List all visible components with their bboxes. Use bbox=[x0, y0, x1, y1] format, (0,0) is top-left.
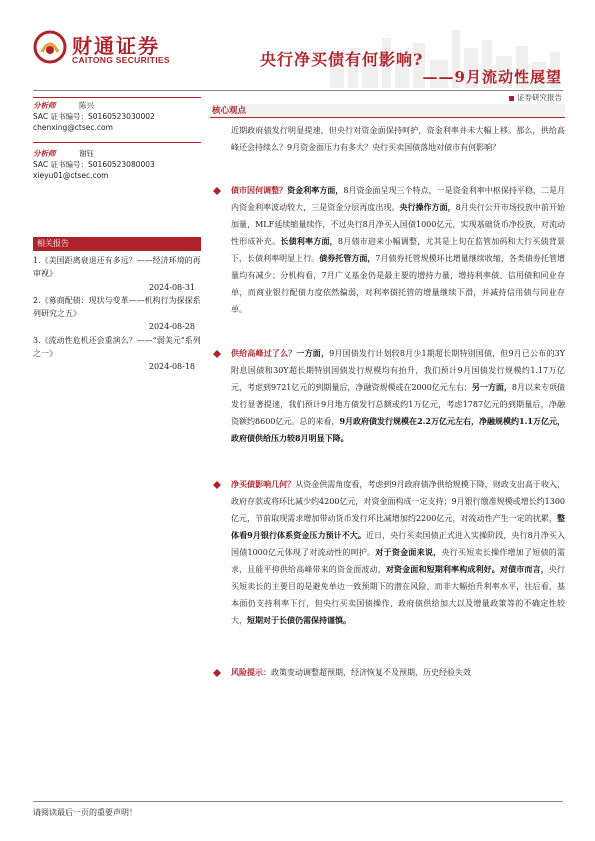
core-intro: 近期政府债发行明显提速，但央行对资金面保持呵护，资金利率并未大幅上移。那么，供给高峰还会持续么？9月资金面压力有多大？央行买卖国债落地对债市有何影响？ bbox=[231, 126, 565, 152]
sub-label: 对于资金面来说， bbox=[375, 547, 442, 557]
related-reports-heading: 相关报告 bbox=[33, 237, 201, 251]
paragraph-text: 8月央行公开市场投放中前开始加量，MLF延续缩量续作，不过央行8月净买入国债1000亿元，实现基础货币净投放，对流动性形成补充。 bbox=[231, 203, 566, 246]
analyst-name: 谢钰 bbox=[79, 149, 94, 158]
sub-label: 对债市而言， bbox=[499, 564, 549, 574]
section-label: 供给高峰过了么？ bbox=[231, 348, 297, 358]
paragraph-text: 央行买短卖长操作增加了短债的需求，且能平抑供给高峰带来的资金面波动， bbox=[231, 548, 566, 574]
paragraph-text: 8月以来专项债发行显著提速，我们预计9月地方债发行总额或约1万亿元，考虑1787亿元的到期量后，净融资额约8600亿元。总的来看， bbox=[231, 383, 566, 426]
logo-text-en: CAITONG SECURITIES bbox=[72, 55, 170, 65]
report-type-text: 证券研究报告 bbox=[517, 93, 562, 102]
analyst-block-1 bbox=[33, 100, 203, 133]
caitong-logo-icon bbox=[33, 30, 67, 64]
paragraph-text: 从资金供需角度看，考虑到9月政府债净供给规模下降，财政支出高于收入，政府存款或将环比减少约4200亿元，对资金面构成一定支持；9月银行缴准规模或增长约1300亿元，节前取现需求增加带动货币发行环比减增加约2200亿元，对流动性产生一定的扰累， bbox=[231, 480, 566, 523]
related-report-date: 2024-08-18 bbox=[148, 362, 195, 372]
conclusion-text: 9月政府债发行规模在2.2万亿元左右，净融规模约1.1万亿元，政府债供给压力较8月明显下降。 bbox=[231, 416, 565, 443]
diamond-bullet-icon bbox=[213, 669, 221, 677]
sub-label: 另一方面， bbox=[471, 382, 512, 392]
related-report-date: 2024-08-28 bbox=[148, 322, 195, 332]
diamond-bullet-icon bbox=[213, 187, 221, 195]
paragraph-text: 近日，央行买卖国债正式进入实操阶段，央行8月净买入国债1000亿元体现了对流动性的呵护。 bbox=[231, 531, 565, 557]
square-bullet-icon bbox=[509, 96, 514, 101]
footer-divider bbox=[33, 801, 563, 802]
report-subtitle bbox=[423, 66, 562, 87]
section-supply-peak bbox=[231, 345, 565, 447]
related-report-title[interactable]: 1.《美国距离衰退还有多远？——经济环境的再审视》 bbox=[33, 256, 201, 279]
subtitle-text: 9月流动性展望 bbox=[454, 68, 562, 86]
related-report-title[interactable]: 2.《募商配债：现状与变革——机构行为探探系列研究之五》 bbox=[33, 295, 201, 319]
analyst-block-2 bbox=[33, 148, 203, 181]
related-reports-list bbox=[33, 254, 203, 374]
paragraph-text: 7月债券托管规模环比增量继续收缩，各类债券托管增量均有减少；分机构看，7月广义基金仍是最主要的增持力量，增持利率债、信用债和同业存单，而商业银行配债力度依然偏弱，对利率债托管的增量继续下滑，并减持信用债与同业存单。 bbox=[231, 254, 566, 314]
analyst-divider-mid bbox=[33, 142, 201, 143]
sub-label: 资金利率方面， bbox=[287, 185, 344, 195]
section-label: 债市因何调整？ bbox=[231, 185, 288, 195]
section-bond-adjustment bbox=[231, 182, 565, 318]
analyst-sac: SAC 证书编号：S0160523080003 bbox=[33, 160, 155, 169]
related-report-item[interactable] bbox=[33, 254, 203, 294]
paragraph-text: 8月资金面呈现三个特点，一是资金利率中枢保持平稳，二是月内资金利率波动较大，三是资金分层再度出现。 bbox=[231, 186, 565, 212]
conclusion-text: 对资金面和短期利率构成利好。 bbox=[385, 564, 500, 574]
diamond-bullet-icon bbox=[213, 350, 221, 358]
risk-label: 风险提示： bbox=[231, 667, 271, 677]
risk-text: 政策变动调整超预期，经济恢复不及预期，历史经验失效 bbox=[271, 668, 471, 677]
paragraph-text: 9月国债发行计划较8月少1期超长期特别国债，但9月已公布的3Y附息国债和30Y超长期特别国债发行规模均有抬升，我们预计9月国债发行规模约1.17万亿元，考虑到9721亿元的到期量后，净融资规模或在2000亿元左右； bbox=[231, 349, 566, 392]
analyst-email[interactable]: chenxing@ctsec.com bbox=[33, 123, 113, 132]
paragraph-text: 央行买短卖长的主要目的是避免单边一致预期下的潜在风险，而非大幅抬升利率水平，往后看，基本面仍支持利率下行，但央行买卖国债操作、政府债供给加大以及增量政策等的不确定性较大， bbox=[231, 565, 566, 625]
conclusion-text: 短期对于长债仍需保持谨慎。 bbox=[247, 615, 351, 625]
analyst-sac: SAC 证书编号：S0160523030002 bbox=[33, 112, 155, 121]
footer-disclaimer: 请阅读最后一页的重要声明！ bbox=[33, 808, 137, 817]
sub-label: 债券托管方面， bbox=[319, 253, 376, 263]
core-views-heading: 核心观点 bbox=[210, 104, 565, 118]
analyst-email[interactable]: xieyu01@ctsec.com bbox=[33, 171, 109, 180]
header-divider bbox=[33, 90, 563, 91]
paragraph-text: 8月债市迎来小幅调整，尤其是上旬在监管加码和大行买债背景下，长债利率明显上行。 bbox=[231, 237, 566, 263]
related-report-item[interactable] bbox=[33, 334, 203, 374]
related-report-title[interactable]: 3.《流动性危机还会重演么？——“弱美元”系列之一》 bbox=[33, 335, 201, 359]
sub-label: 一方面， bbox=[296, 348, 330, 358]
analyst-role: 分析师 bbox=[33, 101, 56, 110]
report-title: 央行净买债有何影响? bbox=[260, 50, 424, 69]
related-report-date: 2024-08-31 bbox=[148, 282, 195, 292]
conclusion-text: 整体看9月银行体系资金压力预计不大。 bbox=[231, 513, 565, 540]
subtitle-dash: —— bbox=[422, 68, 455, 86]
sub-label: 央行操作方面， bbox=[399, 202, 456, 212]
related-report-item[interactable] bbox=[33, 294, 203, 334]
analyst-divider-top bbox=[33, 97, 201, 98]
risk-warning bbox=[231, 664, 565, 681]
report-type-label bbox=[509, 92, 562, 103]
logo-text-cn: 财通证券 bbox=[72, 34, 160, 58]
diamond-bullet-icon bbox=[213, 481, 221, 489]
analyst-role: 分析师 bbox=[33, 149, 56, 158]
section-net-purchase bbox=[231, 476, 565, 629]
sub-label: 长债利率方面， bbox=[280, 236, 338, 246]
analyst-name: 陈兴 bbox=[79, 101, 94, 110]
section-label: 净买债影响几何？ bbox=[231, 479, 296, 489]
